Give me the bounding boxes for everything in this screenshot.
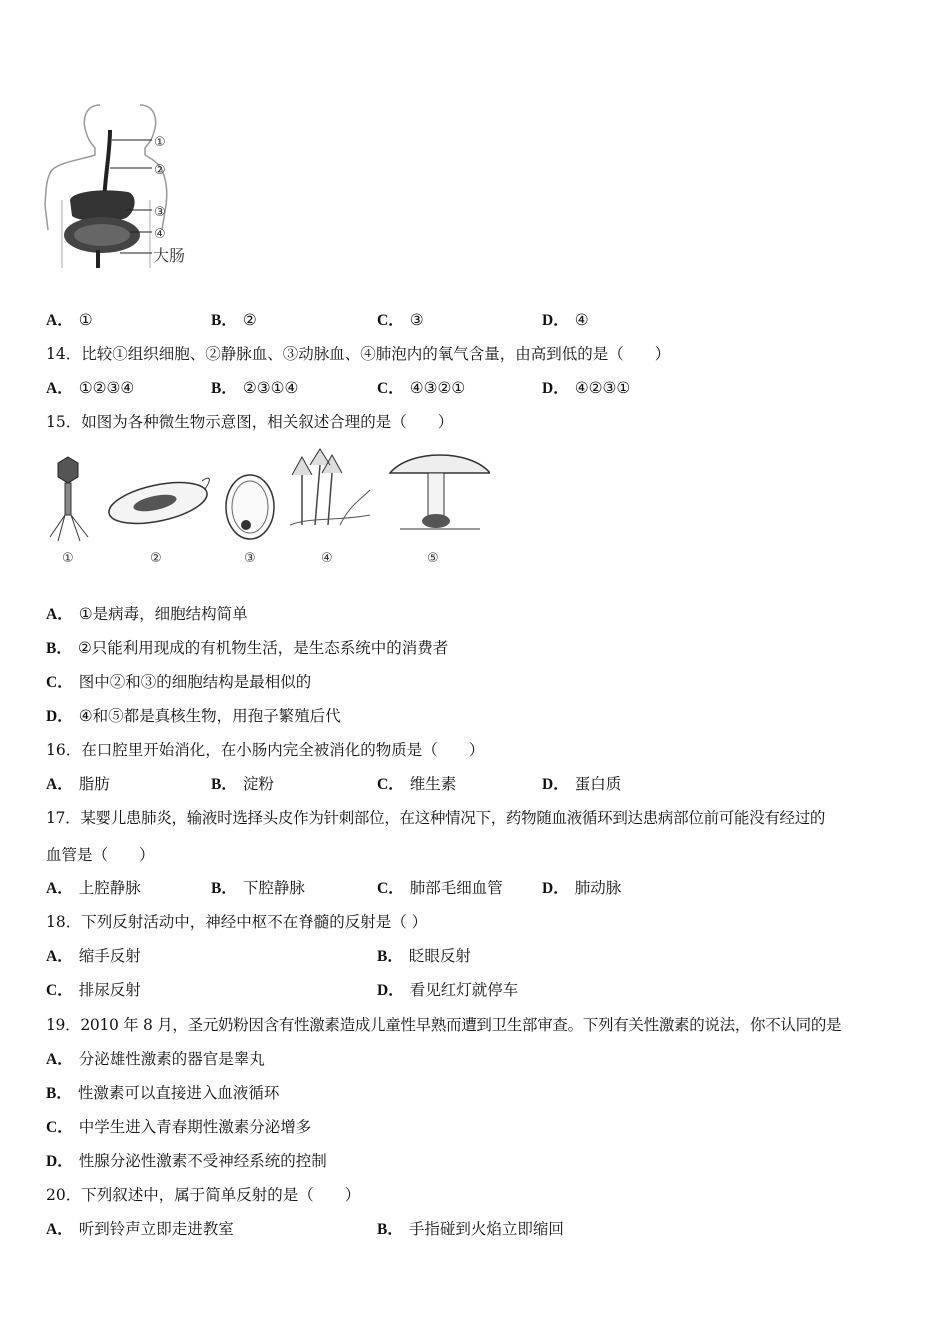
q17-option-b[interactable] [211,878,305,899]
option-text: ②③①④ [242,379,299,397]
option-text: 手指碰到火焰立即缩回 [408,1220,564,1238]
q16-option-a[interactable] [46,774,110,795]
mushroom-icon [390,455,490,529]
option-label: B． [211,312,237,329]
option-text: 中学生进入青春期性激素分泌增多 [78,1118,312,1136]
q16-stem: 16．在口腔里开始消化，在小肠内完全被消化的物质是（ ） [46,741,485,759]
option-label: B． [377,948,403,965]
option-text: ① [78,311,93,329]
option-label: B． [377,1221,403,1238]
option-text: 肺动脉 [574,879,622,897]
q20-option-a[interactable] [46,1219,234,1240]
micro-label-2: ② [150,551,162,566]
option-text: 听到铃声立即走进教室 [78,1220,234,1238]
option-text: 看见红灯就停车 [409,981,519,999]
q17-option-a[interactable] [46,878,141,899]
option-text: 脂肪 [78,775,110,793]
option-text: 淀粉 [242,775,274,793]
yeast-icon [226,475,274,539]
q15-option-c[interactable] [46,672,311,693]
q20-option-b[interactable] [377,1219,564,1240]
q19-option-a[interactable] [46,1049,265,1070]
figure-label-3: ③ [154,205,166,220]
q14-option-d[interactable] [542,378,630,399]
q15-option-d[interactable] [46,706,341,727]
option-label: A． [46,948,73,965]
option-label: B． [211,380,237,397]
q18-option-b[interactable] [377,946,471,967]
option-label: C． [46,1119,73,1136]
micro-label-3: ③ [244,551,256,566]
digestive-system-figure [40,100,210,275]
option-text: 维生素 [409,775,457,793]
option-text: 分泌雄性激素的器官是睾丸 [78,1050,265,1068]
option-label: C． [377,312,404,329]
q18-option-d[interactable] [377,980,518,1001]
option-text: 眨眼反射 [408,947,471,965]
bacteriophage-icon [50,457,88,541]
bacterium-icon [105,475,210,531]
q13-option-a[interactable] [46,310,93,331]
option-label: A． [46,880,73,897]
q18-option-a[interactable] [46,946,141,967]
option-label: B． [211,880,237,897]
q16-option-c[interactable] [377,774,456,795]
option-text: ④和⑤都是真核生物，用孢子繁殖后代 [78,707,341,725]
microorganisms-figure [40,445,490,570]
option-text: 上腔静脉 [78,879,141,897]
q19-stem: 19．2010 年 8 月，圣元奶粉因含有性激素造成儿童性早熟而遭到卫生部审查。下列有关性激素的说法，你不认同的是 [46,1016,842,1034]
option-text: ①②③④ [78,379,135,397]
q15-option-a[interactable] [46,604,248,625]
option-label: A． [46,776,73,793]
penicillium-icon [290,449,370,525]
micro-label-5: ⑤ [427,551,439,566]
option-label: C． [46,982,73,999]
figure-label-1: ① [154,135,166,150]
q14-option-b[interactable] [211,378,298,399]
q20-stem: 20．下列叙述中，属于简单反射的是（ ） [46,1186,361,1204]
micro-label-1: ① [62,551,74,566]
option-label: D． [542,880,569,897]
option-label: A． [46,606,73,623]
q15-stem: 15．如图为各种微生物示意图，相关叙述合理的是（ ） [46,413,454,431]
option-text: 排尿反射 [78,981,141,999]
q17-stem-line1: 17．某婴儿患肺炎，输液时选择头皮作为针刺部位，在这种情况下，药物随血液循环到达患病部位前可能没有经过的 [46,809,826,827]
option-label: A． [46,380,73,397]
q17-stem-line2: 血管是（ ） [46,846,155,864]
option-label: D． [542,312,569,329]
option-text: 性激素可以直接进入血液循环 [77,1084,280,1102]
q13-option-d[interactable] [542,310,589,331]
option-text: 性腺分泌性激素不受神经系统的控制 [78,1152,327,1170]
q17-option-d[interactable] [542,878,621,899]
q16-option-b[interactable] [211,774,274,795]
q14-stem: 14．比较①组织细胞、②静脉血、③动脉血、④肺泡内的氧气含量，由高到低的是（ ） [46,345,671,363]
q18-option-c[interactable] [46,980,141,1001]
q13-option-c[interactable] [377,310,424,331]
option-text: ② [242,311,257,329]
q19-option-d[interactable] [46,1151,327,1172]
option-label: D． [377,982,404,999]
q19-option-c[interactable] [46,1117,311,1138]
micro-label-4: ④ [321,551,333,566]
option-label: C． [46,674,73,691]
option-label: D． [542,776,569,793]
option-label: C． [377,880,404,897]
option-text: ③ [409,311,424,329]
q16-option-d[interactable] [542,774,621,795]
option-label: A． [46,1051,73,1068]
option-text: 肺部毛细血管 [409,879,503,897]
figure-label-4: ④ [154,227,166,242]
option-label: D． [46,708,73,725]
figure-label-2: ② [154,163,166,178]
option-text: ②只能利用现成的有机物生活，是生态系统中的消费者 [77,639,449,657]
q15-option-b[interactable] [46,638,448,659]
option-text: 缩手反射 [78,947,141,965]
option-label: B． [46,1085,72,1102]
option-text: ①是病毒，细胞结构简单 [78,605,248,623]
q13-option-b[interactable] [211,310,257,331]
option-label: B． [46,640,72,657]
q17-option-c[interactable] [377,878,503,899]
option-label: D． [46,1153,73,1170]
option-text: ④③②① [409,379,466,397]
option-label: B． [211,776,237,793]
option-label: C． [377,380,404,397]
q14-option-c[interactable] [377,378,465,399]
option-text: 下腔静脉 [242,879,305,897]
option-text: ④ [574,311,589,329]
option-label: C． [377,776,404,793]
option-text: 图中②和③的细胞结构是最相似的 [78,673,312,691]
option-label: D． [542,380,569,397]
option-label: A． [46,312,73,329]
q18-stem: 18．下列反射活动中，神经中枢不在脊髓的反射是（ ） [46,913,428,931]
q19-option-b[interactable] [46,1083,279,1104]
option-text: 蛋白质 [574,775,622,793]
option-text: ④②③① [574,379,631,397]
figure-label-large-intestine: 大肠 [153,246,186,265]
q14-option-a[interactable] [46,378,134,399]
option-label: A． [46,1221,73,1238]
